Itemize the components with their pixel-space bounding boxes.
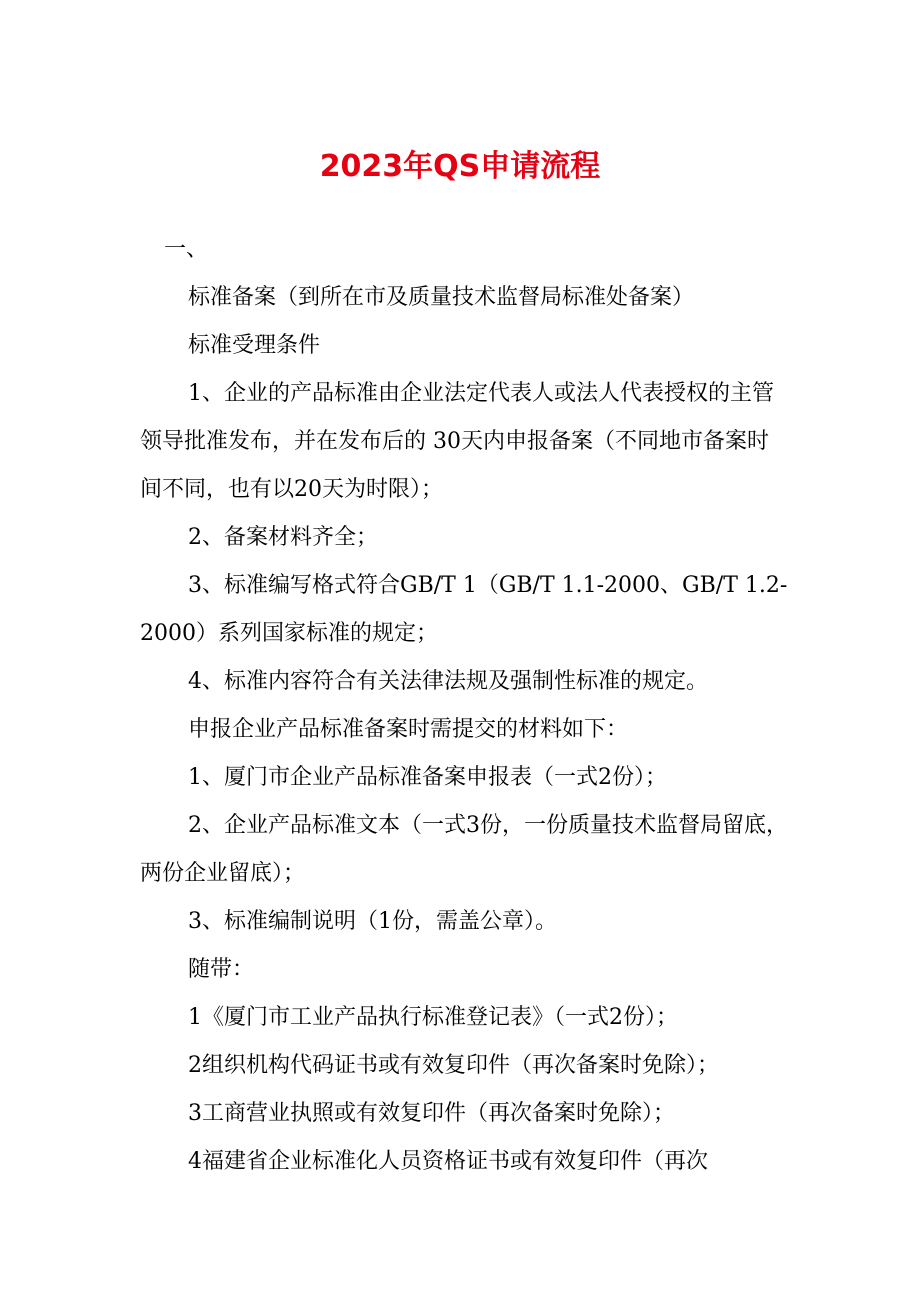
paragraph-condition-4: 4、标准内容符合有关法律法规及强制性标准的规定。: [188, 669, 708, 694]
paragraph-attachments-heading: 随带：: [188, 957, 255, 982]
document-title: 2023年QS申请流程: [319, 149, 601, 184]
paragraph-standard-filing: 标准备案（到所在市及质量技术监督局标准处备案）: [188, 285, 695, 310]
paragraph-attachment-3: 3工商营业执照或有效复印件（再次备案时免除）；: [188, 1101, 675, 1126]
paragraph-materials-intro: 申报企业产品标准备案时需提交的材料如下：: [188, 717, 629, 742]
paragraph-attachment-1: 1《厦门市工业产品执行标准登记表》（一式2份）；: [188, 1005, 678, 1030]
paragraph-material-2: 2、企业产品标准文本（一式3份，一份质量技术监督局留底，两份企业留底）；: [140, 813, 788, 886]
paragraph-condition-2: 2、备案材料齐全；: [188, 525, 378, 550]
paragraph-material-1: 1、厦门市企业产品标准备案申报表（一式2份）；: [188, 765, 667, 790]
paragraph-attachment-2: 2组织机构代码证书或有效复印件（再次备案时免除）；: [188, 1053, 719, 1078]
paragraph-section-number: 一、: [164, 237, 209, 262]
paragraph-condition-3: 3、标准编写格式符合GB/T 1（GB/T 1.1-2000、GB/T 1.2-2000）系列国家标准的规定；: [140, 573, 788, 646]
paragraph-condition-1: 1、企业的产品标准由企业法定代表人或法人代表授权的主管领导批准发布，并在发布后的 30天内申报备案（不同地市备案时间不同，也有以20天为时限）；: [140, 381, 774, 502]
paragraph-material-3: 3、标准编制说明（1份，需盖公章）。: [188, 909, 557, 934]
document-body: [140, 226, 790, 1186]
paragraph-attachment-4: 4福建省企业标准化人员资格证书或有效复印件（再次: [188, 1149, 708, 1174]
paragraph-acceptance-conditions: 标准受理条件: [188, 333, 321, 358]
